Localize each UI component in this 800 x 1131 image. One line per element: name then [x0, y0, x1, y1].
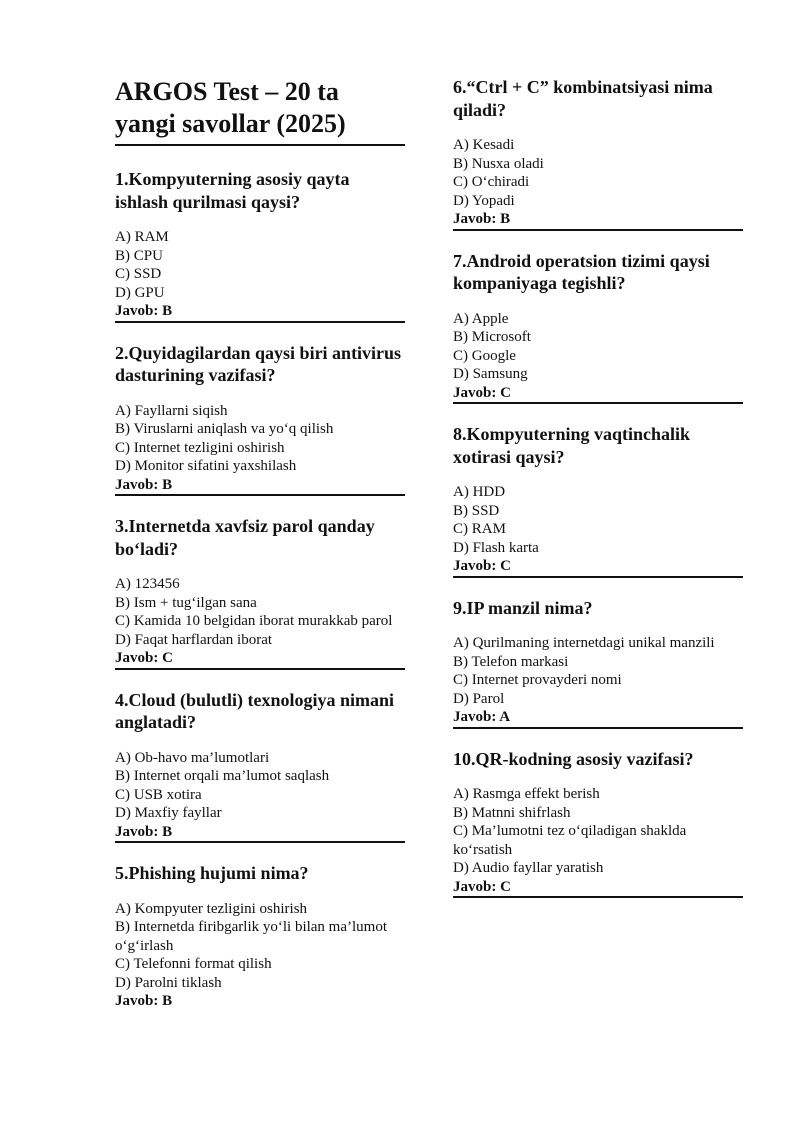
option-item: B) Matnni shifrlash — [453, 804, 571, 821]
option-item: A) HDD — [453, 484, 506, 500]
option-item: D) Monitor sifatini yaxshilash — [115, 458, 297, 474]
right-column — [453, 76, 743, 898]
option-item: A) RAM — [115, 229, 169, 245]
option-item: D) Flash karta — [453, 539, 539, 556]
option-item: A) Apple — [453, 310, 509, 327]
answer-line: Javob: B — [115, 303, 173, 319]
answer-line: Javob: B — [453, 211, 511, 227]
answer-line: Javob: A — [453, 709, 511, 725]
question-title: 8.Kompyuterning vaqtinchalik xotirasi qaysi? — [453, 424, 691, 467]
option-item: B) Internetda firibgarlik yo‘li bilan ma’lumot o‘g‘irlash — [115, 919, 388, 954]
answer-line: Javob: B — [115, 993, 173, 1009]
answer-line: Javob: B — [115, 476, 173, 493]
option-item: C) Ma’lumotni tez o‘qiladigan shaklda ko‘rsatish — [453, 823, 687, 858]
option-item: C) USB xotira — [115, 786, 202, 803]
question-title: 4.Cloud (bulutli) texnologiya nimani anglatadi? — [115, 689, 395, 732]
options-list — [453, 136, 743, 210]
option-item: B) CPU — [115, 247, 163, 264]
question-title: 6.“Ctrl + C” kombinatsiyasi nima qiladi? — [453, 77, 713, 120]
options-list — [453, 483, 743, 557]
question-1 — [115, 168, 405, 323]
options-list — [115, 575, 405, 649]
option-item: C) Internet tezligini oshirish — [115, 439, 285, 456]
option-item: A) Ob-havo ma’lumotlari — [115, 749, 270, 766]
options-list — [453, 785, 743, 878]
question-4 — [115, 689, 405, 844]
option-item: C) Kamida 10 belgidan iborat murakkab parol — [115, 613, 393, 629]
option-item: B) Microsoft — [453, 329, 531, 345]
question-10 — [453, 748, 743, 899]
options-list — [453, 310, 743, 384]
option-item: D) Yopadi — [453, 192, 515, 209]
option-item: A) Kesadi — [453, 137, 515, 153]
option-item: D) Parol — [453, 690, 505, 707]
answer-line: Javob: C — [115, 650, 173, 666]
option-item: B) SSD — [453, 502, 500, 519]
option-item: D) GPU — [115, 284, 165, 301]
option-item: D) Faqat harflardan iborat — [115, 631, 273, 648]
options-list — [115, 900, 405, 993]
option-item: A) 123456 — [115, 576, 180, 592]
question-title: 5.Phishing hujumi nima? — [115, 863, 309, 883]
question-2 — [115, 342, 405, 497]
question-title: 2.Quyidagilardan qaysi biri antivirus dasturining vazifasi? — [115, 342, 402, 385]
answer-line: Javob: C — [453, 558, 511, 574]
option-item: D) Samsung — [453, 366, 528, 382]
option-item: D) Maxfiy fayllar — [115, 805, 222, 821]
option-item: A) Rasmga effekt berish — [453, 786, 600, 802]
option-item: B) Telefon markasi — [453, 653, 569, 670]
option-item: C) Google — [453, 347, 516, 364]
question-title: 7.Android operatsion tizimi qaysi kompaniyaga tegishli? — [453, 250, 710, 293]
question-6 — [453, 76, 743, 231]
option-item: B) Viruslarni aniqlash va yo‘q qilish — [115, 421, 334, 437]
question-9 — [453, 597, 743, 729]
options-list — [453, 634, 743, 708]
options-list — [115, 402, 405, 476]
answer-line: Javob: C — [453, 878, 511, 895]
option-item: C) SSD — [115, 266, 162, 282]
question-title: 3.Internetda xavfsiz parol qanday bo‘ladi? — [115, 516, 375, 559]
option-item: B) Internet orqali ma’lumot saqlash — [115, 768, 330, 784]
option-item: D) Audio fayllar yaratish — [453, 860, 604, 876]
option-item: A) Kompyuter tezligini oshirish — [115, 900, 308, 917]
question-8 — [453, 423, 743, 578]
answer-line: Javob: C — [453, 384, 511, 401]
question-title: 10.QR-kodning asosiy vazifasi? — [453, 748, 694, 769]
option-item: A) Fayllarni siqish — [115, 402, 228, 419]
document-title: ARGOS Test – 20 ta yangi savollar (2025) — [115, 76, 405, 146]
question-title: 1.Kompyuterning asosiy qayta ishlash qurilmasi qaysi? — [115, 169, 350, 212]
left-column — [115, 76, 405, 1011]
option-item: B) Nusxa oladi — [453, 155, 544, 172]
option-item: B) Ism + tug‘ilgan sana — [115, 594, 257, 611]
option-item: C) RAM — [453, 521, 506, 537]
question-5 — [115, 862, 405, 1011]
question-title: 9.IP manzil nima? — [453, 597, 593, 618]
options-list — [115, 749, 405, 823]
answer-line: Javob: B — [115, 823, 173, 840]
question-3 — [115, 515, 405, 670]
option-item: D) Parolni tiklash — [115, 974, 222, 991]
option-item: C) Telefonni format qilish — [115, 956, 272, 972]
option-item: C) O‘chiradi — [453, 174, 530, 190]
option-item: C) Internet provayderi nomi — [453, 672, 622, 688]
question-7 — [453, 250, 743, 405]
option-item: A) Qurilmaning internetdagi unikal manzili — [453, 635, 715, 651]
options-list — [115, 228, 405, 302]
